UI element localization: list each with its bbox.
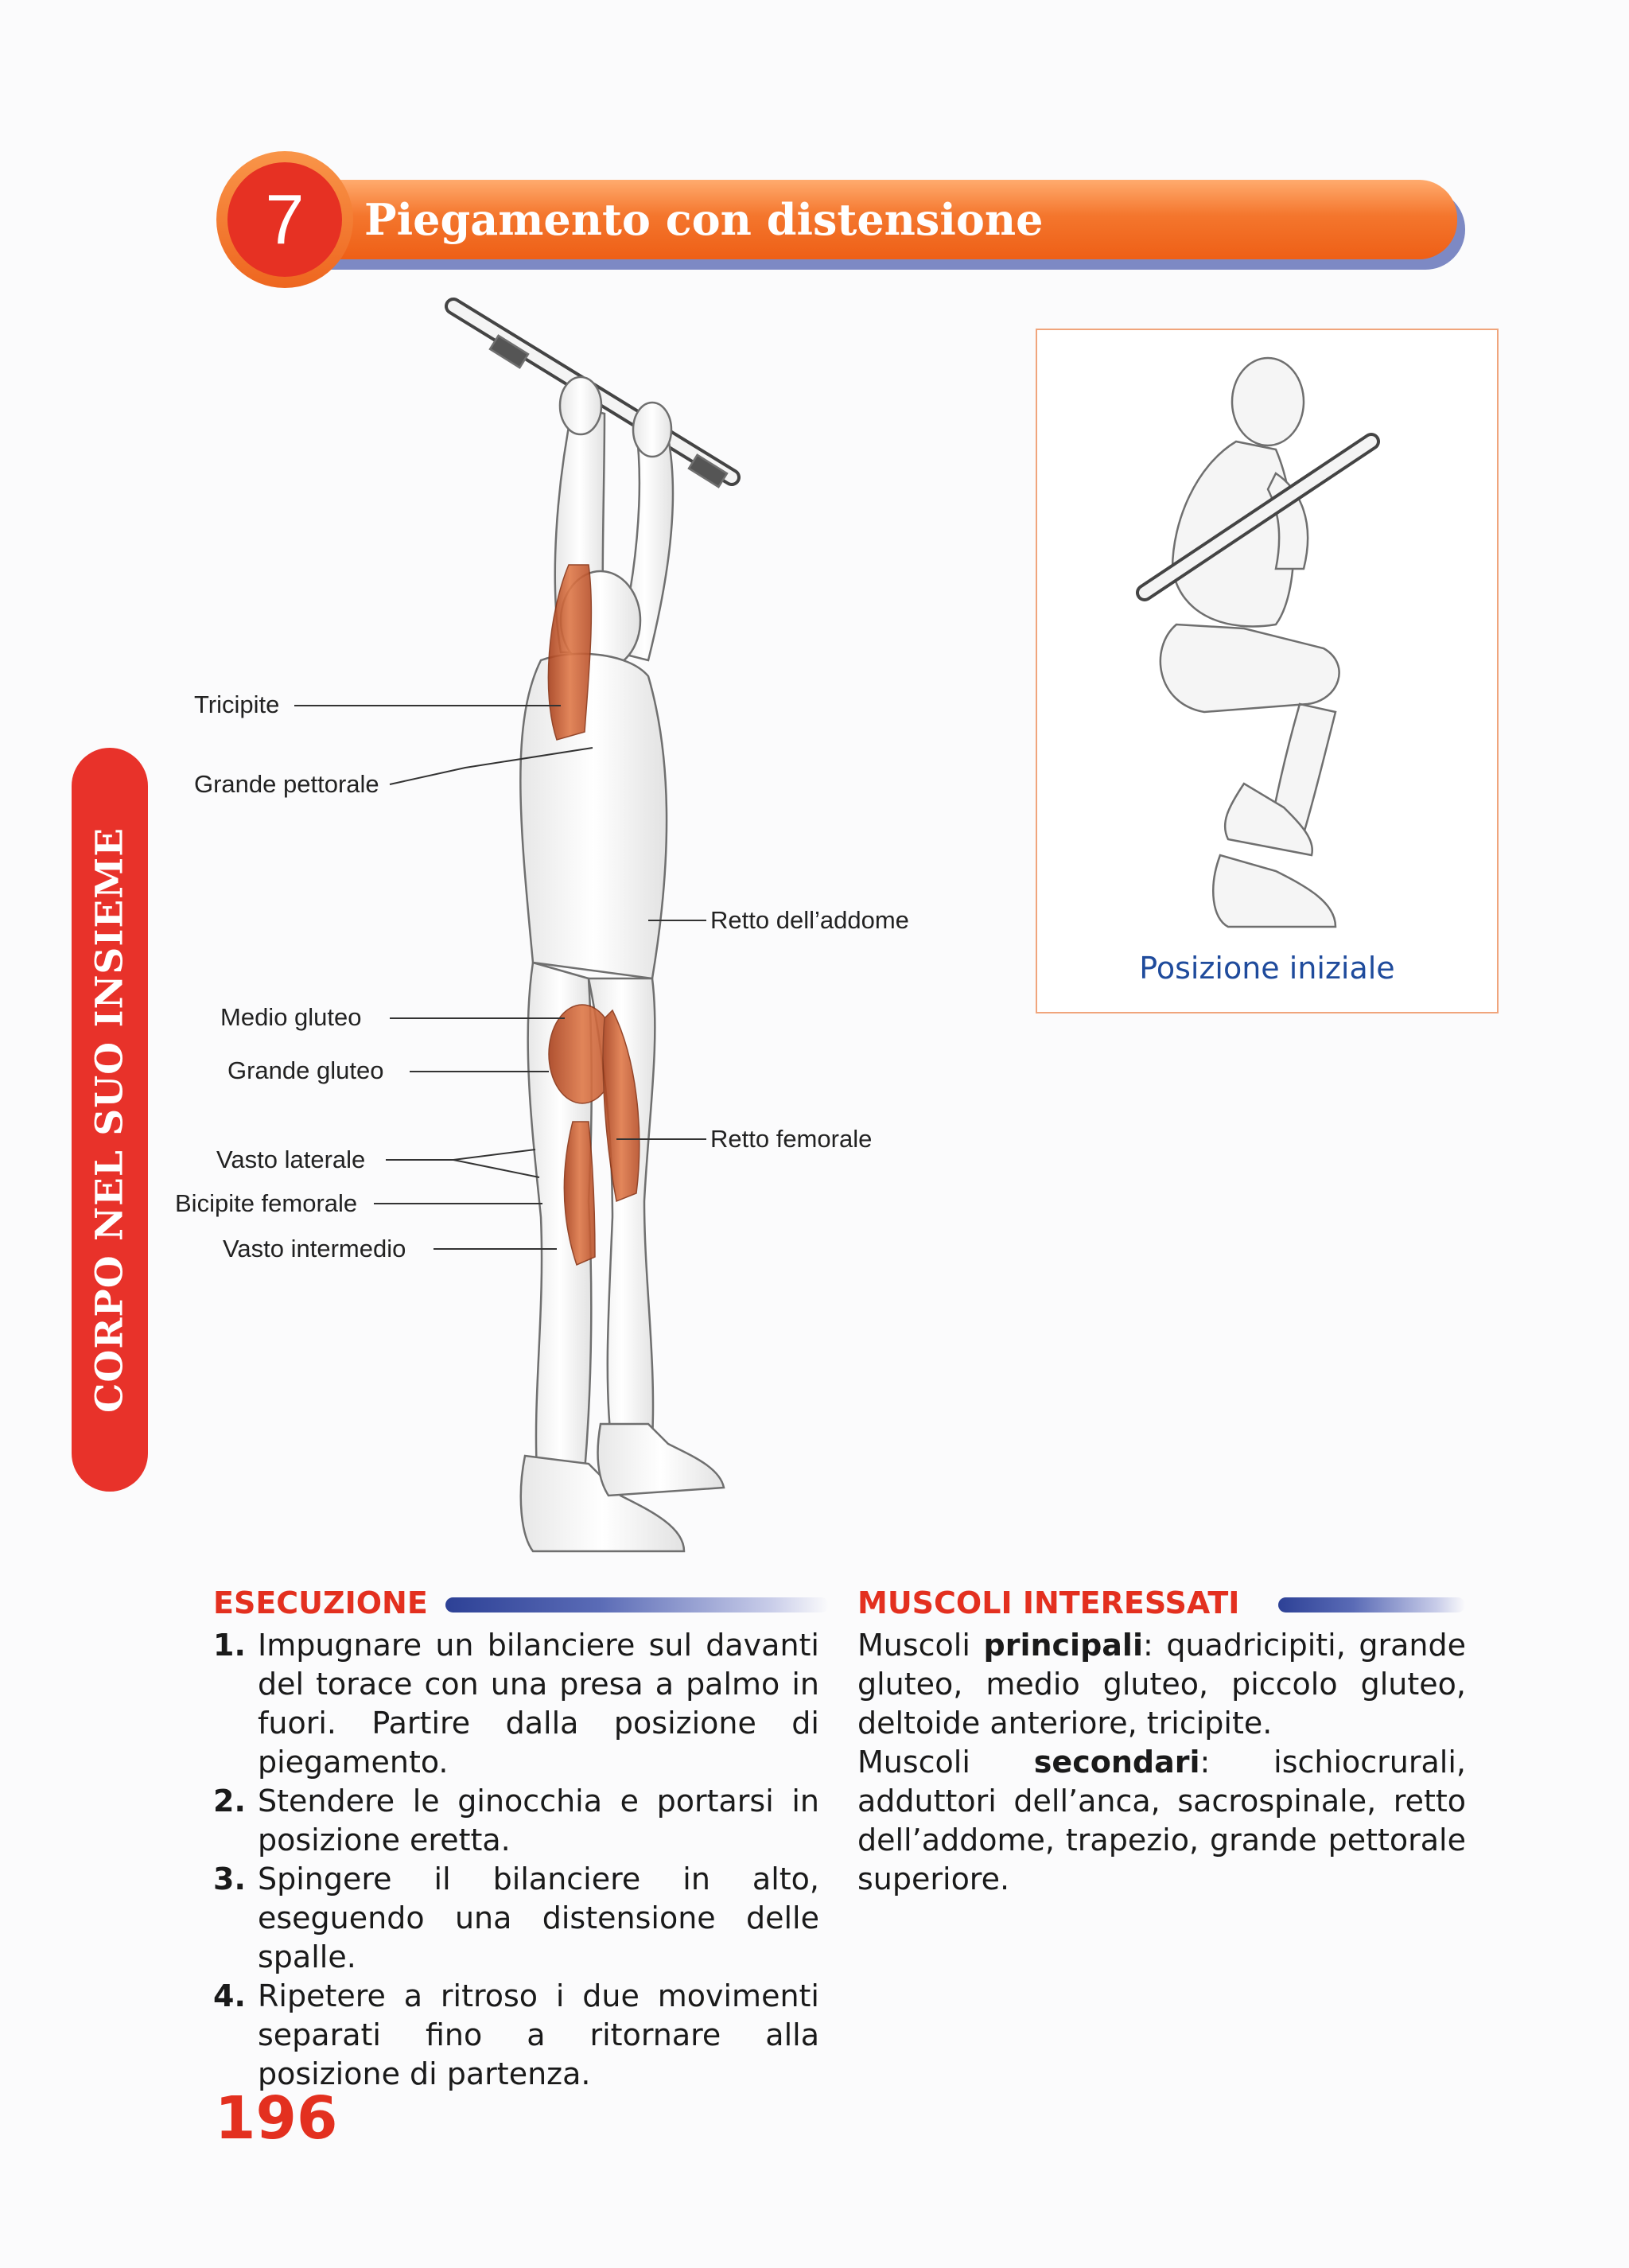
- label-vasto-laterale: Vasto laterale: [216, 1146, 366, 1173]
- muscoli-heading: MUSCOLI INTERESSATI: [857, 1585, 1240, 1620]
- starting-position-illustration: [1037, 330, 1497, 935]
- label-retto-femorale: Retto femorale: [710, 1125, 873, 1153]
- principali-text: : quadricipiti, grande gluteo, medio gluteo, piccolo gluteo, deltoide anteriore, tricipite.: [857, 1628, 1466, 1741]
- step-item: 2. Stendere le ginocchia e portarsi in posizione eretta.: [213, 1784, 819, 1858]
- principali-prefix: Muscoli: [857, 1628, 984, 1663]
- label-medio-gluteo: Medio gluteo: [220, 1003, 362, 1031]
- label-vasto-intermedio: Vasto intermedio: [223, 1235, 406, 1262]
- muscoli-principali: [857, 1626, 1466, 1743]
- secondari-prefix: Muscoli: [857, 1745, 1034, 1780]
- step-text: Spingere il bilanciere in alto, eseguendo una distensione delle spalle.: [258, 1861, 819, 1974]
- esecuzione-heading: ESECUZIONE: [213, 1585, 428, 1620]
- starting-position-inset: [1036, 329, 1499, 1013]
- step-item: 4. Ripetere a ritroso i due movimenti separati fino a ritornare alla posizione di partenza.: [213, 1978, 819, 2091]
- step-item: 1. Impugnare un bilanciere sul davanti del torace con una presa a palmo in fuori. Partire dalla posizione di piegamento.: [213, 1628, 819, 1780]
- muscles-text: [857, 1626, 1466, 1899]
- step-number: 4: [213, 1978, 235, 2013]
- inset-caption: Posizione iniziale: [1139, 951, 1395, 986]
- anatomy-figure: [159, 278, 939, 1583]
- label-grande-pettorale: Grande pettorale: [194, 770, 379, 798]
- page-number: 196: [215, 2084, 338, 2153]
- secondari-text: : ischiocrurali, adduttori dell’anca, sacrospinale, retto dell’addome, trapezio, grande pettorale superiore.: [857, 1745, 1466, 1896]
- page-title: Piegamento con distensione: [364, 194, 1044, 245]
- step-number: 3: [213, 1861, 235, 1896]
- step-number: 1: [213, 1628, 235, 1663]
- chapter-tab-label: CORPO NEL SUO INSIEME: [87, 827, 132, 1414]
- principali-label: principali: [983, 1628, 1143, 1663]
- exercise-number: 7: [227, 162, 342, 277]
- step-text: Impugnare un bilanciere sul davanti del torace con una presa a palmo in fuori. Partire dalla posizione di piegamento.: [258, 1628, 819, 1780]
- step-number: 2: [213, 1784, 235, 1819]
- label-bicipite-femorale: Bicipite femorale: [175, 1189, 358, 1217]
- esecuzione-heading-bar: [445, 1597, 829, 1612]
- step-item: 3. Spingere il bilanciere in alto, eseguendo una distensione delle spalle.: [213, 1861, 819, 1974]
- step-text: Stendere le ginocchia e portarsi in posizione eretta.: [258, 1784, 819, 1858]
- step-text: Ripetere a ritroso i due movimenti separati fino a ritornare alla posizione di partenza.: [258, 1978, 819, 2091]
- steps-list: [213, 1626, 819, 2094]
- label-grande-gluteo: Grande gluteo: [227, 1056, 384, 1084]
- muscoli-heading-bar: [1278, 1597, 1465, 1612]
- muscoli-secondari: [857, 1743, 1466, 1899]
- label-retto-addome: Retto dell’addome: [710, 906, 909, 934]
- label-tricipite: Tricipite: [194, 691, 280, 718]
- secondari-label: secondari: [1033, 1745, 1200, 1780]
